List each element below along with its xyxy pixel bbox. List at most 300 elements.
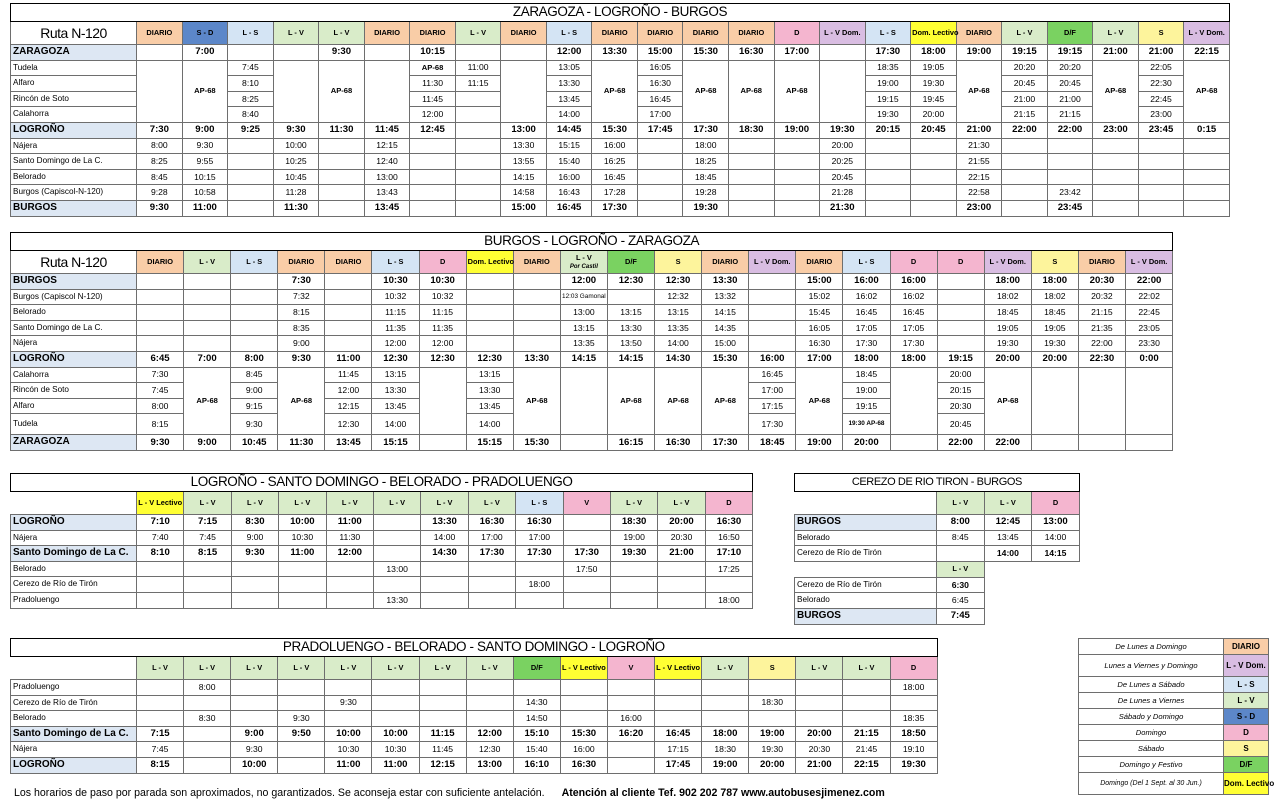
time-cell	[729, 200, 775, 216]
time-cell	[516, 561, 563, 577]
time-cell	[228, 185, 274, 201]
time-cell: 16:45	[843, 305, 890, 321]
time-cell	[455, 45, 501, 61]
time-cell: 9:50	[278, 726, 325, 742]
time-cell	[843, 680, 890, 696]
blank-cell	[795, 492, 937, 515]
time-cell	[796, 695, 843, 711]
time-cell	[513, 336, 560, 352]
header-cell: D	[1032, 492, 1080, 515]
time-cell: 13:00	[1032, 515, 1080, 531]
time-cell	[137, 45, 183, 61]
time-cell	[364, 60, 410, 122]
time-cell: 12:15	[364, 138, 410, 154]
time-cell	[184, 742, 231, 758]
time-cell: 16:00	[749, 351, 796, 367]
header-cell: L - V	[279, 492, 326, 515]
station-name: LOGROÑO	[11, 122, 137, 138]
time-cell: 16:10	[513, 757, 560, 773]
header-cell: L - V Dom.	[1184, 22, 1230, 45]
via-ap68: AP-68	[513, 367, 560, 435]
station-name: BURGOS	[11, 274, 137, 290]
time-cell: 20:00	[749, 757, 796, 773]
time-cell: 16:30	[655, 435, 702, 451]
time-cell	[749, 305, 796, 321]
time-cell: 17:28	[592, 185, 638, 201]
time-cell: 11:35	[419, 320, 466, 336]
time-cell: 19:30	[865, 107, 911, 123]
time-cell	[1093, 200, 1139, 216]
time-cell	[278, 695, 325, 711]
station-name: Nájera	[11, 742, 137, 758]
time-cell	[1031, 367, 1078, 435]
time-cell	[937, 274, 984, 290]
time-cell	[184, 695, 231, 711]
time-cell	[419, 695, 466, 711]
time-cell	[774, 200, 820, 216]
time-cell: 11:00	[325, 757, 372, 773]
time-cell: 11:00	[372, 757, 419, 773]
time-cell: 19:30	[683, 200, 729, 216]
time-cell: 16:00	[592, 138, 638, 154]
header-cell: DIARIO	[513, 251, 560, 274]
time-cell: 16:30	[516, 515, 563, 531]
time-cell: 15:40	[546, 154, 592, 170]
header-cell: DIARIO	[278, 251, 325, 274]
header-cell: L - S	[865, 22, 911, 45]
time-cell	[228, 169, 274, 185]
time-cell	[410, 185, 456, 201]
time-cell: 14:30	[513, 695, 560, 711]
via-ap68: AP-68	[592, 60, 638, 122]
time-cell	[516, 592, 563, 608]
time-cell: 22:58	[956, 185, 1002, 201]
legend-key: DIARIO	[1224, 639, 1269, 655]
via-ap68: AP-68	[702, 367, 749, 435]
time-cell	[796, 680, 843, 696]
time-cell: 21:30	[820, 200, 866, 216]
time-cell: 14:30	[655, 351, 702, 367]
header-cell: L - V	[937, 492, 985, 515]
time-cell	[1184, 138, 1230, 154]
time-cell: 19:15	[1002, 45, 1048, 61]
header-cell: L - V	[184, 657, 231, 680]
legend-description: Sábado y Domingo	[1079, 709, 1224, 725]
time-cell	[702, 680, 749, 696]
time-cell: 12:45	[410, 122, 456, 138]
time-cell: 9:30	[325, 695, 372, 711]
time-cell: 15:30	[560, 726, 607, 742]
time-cell	[937, 289, 984, 305]
time-cell: 22:45	[1125, 305, 1172, 321]
time-cell: 18:45	[843, 367, 890, 383]
time-cell: 15:30	[683, 45, 729, 61]
time-cell: 14:45	[546, 122, 592, 138]
time-cell	[273, 45, 319, 61]
header-cell: L - V	[937, 561, 985, 577]
time-cell: 21:00	[1047, 91, 1093, 107]
time-cell: 18:00	[683, 138, 729, 154]
time-cell: 11:30	[410, 76, 456, 92]
legend-description: De Lunes a Viernes	[1079, 693, 1224, 709]
time-cell	[843, 695, 890, 711]
time-cell	[607, 742, 654, 758]
legend-key: Dom. Lectivo	[1224, 773, 1269, 795]
time-cell: 8:00	[137, 398, 184, 414]
time-cell	[1002, 154, 1048, 170]
time-cell: 10:30	[419, 274, 466, 290]
time-cell	[749, 680, 796, 696]
legend-description: De Lunes a Sábado	[1079, 677, 1224, 693]
time-cell	[184, 592, 231, 608]
header-cell: DIARIO	[702, 251, 749, 274]
time-cell: 7:00	[182, 45, 228, 61]
time-cell: 7:15	[184, 515, 231, 531]
time-cell: 17:30	[865, 45, 911, 61]
time-cell: 12:30	[466, 351, 513, 367]
time-cell: 18:45	[984, 305, 1031, 321]
time-cell	[890, 435, 937, 451]
legend-description: Domingo	[1079, 725, 1224, 741]
time-cell: 11:45	[419, 742, 466, 758]
time-cell: 8:00	[231, 351, 278, 367]
table-title: PRADOLUENGO - BELORADO - SANTO DOMINGO - LOGROÑO	[11, 639, 938, 657]
time-cell: 21:00	[956, 122, 1002, 138]
time-cell	[890, 695, 937, 711]
time-cell: 15:30	[592, 122, 638, 138]
time-cell	[278, 742, 325, 758]
time-cell: 17:05	[843, 320, 890, 336]
time-cell	[610, 577, 657, 593]
time-cell: 11:00	[182, 200, 228, 216]
header-cell: DIARIO	[1078, 251, 1125, 274]
header-cell: S - D	[182, 22, 228, 45]
time-cell	[455, 107, 501, 123]
time-cell: 21:35	[1078, 320, 1125, 336]
time-cell: 21:00	[1138, 45, 1184, 61]
time-cell	[702, 695, 749, 711]
timetable-pradoluengo-logrono	[10, 638, 938, 774]
time-cell: 13:05	[546, 60, 592, 76]
time-cell: 23:30	[1125, 336, 1172, 352]
time-cell: 13:30	[501, 138, 547, 154]
time-cell: 17:30	[890, 336, 937, 352]
time-cell	[513, 289, 560, 305]
station-name: BURGOS	[795, 608, 937, 624]
time-cell	[655, 711, 702, 727]
via-ap68: AP-68	[1184, 60, 1230, 122]
station-name: ZARAGOZA	[11, 435, 137, 451]
header-cell: S	[749, 657, 796, 680]
header-cell: L - V	[373, 492, 420, 515]
header-cell: Dom. Lectivo	[911, 22, 957, 45]
time-cell: 16:50	[705, 530, 752, 546]
station-name: Pradoluengo	[11, 592, 137, 608]
header-cell: L - V	[455, 22, 501, 45]
time-cell: 13:30	[607, 320, 654, 336]
time-cell	[184, 577, 231, 593]
header-cell: D	[890, 657, 937, 680]
time-cell: 8:10	[228, 76, 274, 92]
header-cell: L - V	[658, 492, 705, 515]
header-cell: L - V	[325, 657, 372, 680]
time-cell: 21:15	[1047, 107, 1093, 123]
time-cell: 10:15	[410, 45, 456, 61]
time-cell	[137, 289, 184, 305]
time-cell	[455, 154, 501, 170]
time-cell: 14:15	[560, 351, 607, 367]
time-cell: 9:30	[231, 414, 278, 435]
time-cell	[455, 122, 501, 138]
time-cell	[1002, 200, 1048, 216]
time-cell: 14:00	[466, 414, 513, 435]
time-cell: 22:00	[1002, 122, 1048, 138]
time-cell: 19:00	[610, 530, 657, 546]
station-name: Santo Domingo de La C.	[11, 320, 137, 336]
header-cell: D	[705, 492, 752, 515]
route-label: Ruta N-120	[11, 22, 137, 45]
time-cell: 14:00	[655, 336, 702, 352]
time-cell: 19:30	[610, 546, 657, 562]
time-cell: 15:00	[637, 45, 683, 61]
time-cell: 17:10	[705, 546, 752, 562]
time-cell: 12:03 Gamonal	[560, 289, 607, 305]
time-cell	[1138, 185, 1184, 201]
time-cell	[1093, 169, 1139, 185]
time-cell: 7:30	[137, 367, 184, 383]
time-cell	[137, 577, 184, 593]
time-cell: 0:00	[1125, 351, 1172, 367]
time-cell: 19:00	[956, 45, 1002, 61]
time-cell: 22:00	[937, 435, 984, 451]
time-cell: 13:45	[372, 398, 419, 414]
time-cell	[610, 561, 657, 577]
station-name: Belorado	[795, 593, 937, 609]
time-cell: 9:30	[137, 200, 183, 216]
time-cell: 13:00	[466, 757, 513, 773]
time-cell: 20:00	[843, 435, 890, 451]
time-cell: 17:30	[749, 414, 796, 435]
header-cell: L - V	[319, 22, 365, 45]
time-cell: 11:30	[326, 530, 373, 546]
time-cell	[419, 367, 466, 435]
time-cell	[319, 185, 365, 201]
time-cell: 7:00	[184, 351, 231, 367]
time-cell: 9:30	[182, 138, 228, 154]
time-cell: 17:45	[637, 122, 683, 138]
time-cell	[1125, 367, 1172, 435]
time-cell: 18:00	[890, 680, 937, 696]
time-cell	[231, 336, 278, 352]
time-cell: 12:00	[560, 274, 607, 290]
time-cell: 12:32	[655, 289, 702, 305]
time-cell	[749, 320, 796, 336]
time-cell	[231, 561, 278, 577]
time-cell	[1031, 435, 1078, 451]
time-cell: 20:15	[937, 383, 984, 399]
time-cell: 20:00	[820, 138, 866, 154]
time-cell	[231, 695, 278, 711]
time-cell	[231, 305, 278, 321]
time-cell: 9:25	[228, 122, 274, 138]
time-cell: 9:30	[231, 546, 278, 562]
header-cell: DIARIO	[796, 251, 843, 274]
time-cell	[1093, 185, 1139, 201]
time-cell: 19:30	[890, 757, 937, 773]
time-cell: 7:45	[937, 608, 985, 624]
legend-description: Domingo (Del 1 Sept. al 30 Jun.)	[1079, 773, 1224, 795]
time-cell	[326, 592, 373, 608]
header-cell: DIARIO	[637, 22, 683, 45]
header-cell: L - V	[278, 657, 325, 680]
time-cell: 16:15	[607, 435, 654, 451]
header-cell: L - V	[372, 657, 419, 680]
time-cell: 21:00	[796, 757, 843, 773]
station-name: Belorado	[795, 530, 937, 546]
time-cell: 8:45	[231, 367, 278, 383]
time-cell: 17:15	[749, 398, 796, 414]
time-cell: 19:10	[890, 742, 937, 758]
time-cell: 13:30	[466, 383, 513, 399]
time-cell	[890, 367, 937, 435]
time-cell	[325, 711, 372, 727]
time-cell	[364, 45, 410, 61]
time-cell: 19:05	[984, 320, 1031, 336]
time-cell: 8:25	[137, 154, 183, 170]
time-cell	[563, 530, 610, 546]
time-cell: 15:00	[796, 274, 843, 290]
time-cell	[560, 435, 607, 451]
header-cell: DIARIO	[137, 22, 183, 45]
time-cell	[372, 695, 419, 711]
time-cell: AP-68	[410, 60, 456, 76]
timetable-cerezo-burgos	[794, 473, 1080, 625]
time-cell: 8:45	[137, 169, 183, 185]
time-cell: 18:02	[1031, 289, 1078, 305]
time-cell: 22:30	[1078, 351, 1125, 367]
via-ap68: AP-68	[1093, 60, 1139, 122]
via-ap68: AP-68	[729, 60, 775, 122]
time-cell	[137, 336, 184, 352]
time-cell: 14:15	[607, 351, 654, 367]
time-cell: 16:45	[890, 305, 937, 321]
station-name: Santo Domingo de La C.	[11, 154, 137, 170]
time-cell	[865, 185, 911, 201]
station-name: ZARAGOZA	[11, 45, 137, 61]
time-cell: 15:00	[501, 200, 547, 216]
time-cell: 13:50	[607, 336, 654, 352]
time-cell: 8:15	[184, 546, 231, 562]
time-cell: 23:00	[1138, 107, 1184, 123]
time-cell: 9:30	[273, 122, 319, 138]
time-cell	[1047, 169, 1093, 185]
station-name: Nájera	[11, 138, 137, 154]
time-cell	[466, 336, 513, 352]
time-cell	[325, 680, 372, 696]
time-cell: 8:00	[184, 680, 231, 696]
time-cell: 9:00	[182, 122, 228, 138]
time-cell: 15:10	[513, 726, 560, 742]
time-cell: 12:15	[419, 757, 466, 773]
time-cell: 7:32	[278, 289, 325, 305]
blank-cell	[1032, 577, 1080, 593]
header-cell: D	[937, 251, 984, 274]
time-cell: 10:00	[325, 726, 372, 742]
time-cell	[421, 592, 468, 608]
time-cell: 8:15	[137, 414, 184, 435]
time-cell: 17:00	[796, 351, 843, 367]
station-name: Santo Domingo de La C.	[11, 726, 137, 742]
time-cell	[637, 185, 683, 201]
time-cell	[911, 138, 957, 154]
header-cell: L - V	[231, 657, 278, 680]
time-cell: 15:30	[702, 351, 749, 367]
time-cell: 14:15	[1032, 546, 1080, 562]
time-cell: 21:55	[956, 154, 1002, 170]
time-cell	[865, 138, 911, 154]
header-cell: Dom. Lectivo	[466, 251, 513, 274]
time-cell: 11:30	[278, 435, 325, 451]
time-cell	[137, 561, 184, 577]
time-cell: 12:00	[372, 336, 419, 352]
time-cell: 15:45	[796, 305, 843, 321]
timetable-zaragoza-logrono-burgos	[10, 3, 1230, 217]
table-title: BURGOS - LOGROÑO - ZARAGOZA	[11, 233, 1173, 251]
time-cell: 15:15	[372, 435, 419, 451]
time-cell: 13:45	[546, 91, 592, 107]
time-cell: 20:32	[1078, 289, 1125, 305]
time-cell	[560, 367, 607, 435]
time-cell	[468, 592, 515, 608]
blank-cell	[1032, 561, 1080, 577]
time-cell: 11:15	[419, 305, 466, 321]
station-name: BURGOS	[11, 200, 137, 216]
time-cell: 11:15	[372, 305, 419, 321]
time-cell: 16:02	[890, 289, 937, 305]
legend-key: S - D	[1224, 709, 1269, 725]
via-ap68: AP-68	[796, 367, 843, 435]
time-cell	[1138, 200, 1184, 216]
time-cell: 16:45	[749, 367, 796, 383]
time-cell: 10:32	[372, 289, 419, 305]
time-cell	[325, 274, 372, 290]
header-cell: L - V	[184, 251, 231, 274]
time-cell: 19:30	[820, 122, 866, 138]
time-cell	[1138, 154, 1184, 170]
time-cell: 13:30	[372, 383, 419, 399]
header-cell: L - V	[984, 492, 1032, 515]
header-cell: V	[563, 492, 610, 515]
time-cell	[1002, 138, 1048, 154]
time-cell	[455, 200, 501, 216]
header-cell: L - V	[702, 657, 749, 680]
time-cell: 11:28	[273, 185, 319, 201]
time-cell	[466, 680, 513, 696]
time-cell	[326, 561, 373, 577]
time-cell: 9:28	[137, 185, 183, 201]
legend-description: Domingo y Festivo	[1079, 757, 1224, 773]
time-cell	[749, 289, 796, 305]
time-cell: 21:00	[1093, 45, 1139, 61]
time-cell	[326, 577, 373, 593]
time-cell	[774, 154, 820, 170]
time-cell: 21:00	[1002, 91, 1048, 107]
time-cell	[705, 577, 752, 593]
header-cell: L - V Dom.	[984, 251, 1031, 274]
header-cell: L - V	[796, 657, 843, 680]
time-cell	[563, 592, 610, 608]
time-cell	[607, 695, 654, 711]
